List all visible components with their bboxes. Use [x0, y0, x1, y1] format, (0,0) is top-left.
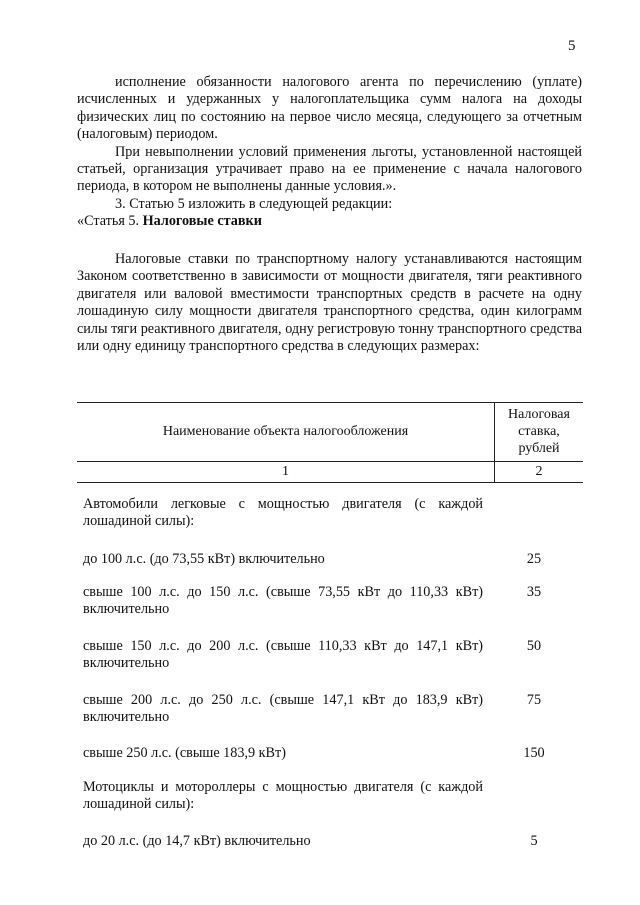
- rate-value: 35: [526, 584, 542, 600]
- column-number-2: 2: [535, 464, 543, 479]
- table-row-motorcycles-heading: Мотоциклы и мотороллеры с мощностью двигателя (с каждой лошадиной силы):: [83, 779, 483, 813]
- rate-value: 5: [530, 833, 538, 849]
- article-prefix: «Статья 5.: [77, 213, 143, 230]
- table-row: до 20 л.с. (до 14,7 кВт) включительно: [83, 833, 311, 849]
- table-row-cars-heading: Автомобили легковые с мощностью двигателя (с каждой лошадиной силы):: [83, 496, 483, 530]
- rate-value: 50: [526, 638, 542, 654]
- rate-value: 25: [526, 551, 542, 567]
- article-title: Налоговые ставки: [142, 213, 262, 230]
- rates-paragraph: Налоговые ставки по транспортному налогу устанавливаются настоящим Законом соответственно в зависимости от мощности двигателя, тяги реактивного двигателя или валовой вместимости транспортных средств в расчете на одну лошадиную силу мощности двигателя транспортного средства, один килограмм силы тяги реактивного двигателя, одну регистровую тонну транспортного средства или одну единицу транспортного средства в следующих размерах:: [77, 251, 582, 355]
- table-row: свыше 200 л.с. до 250 л.с. (свыше 147,1 кВт до 183,9 кВт) включительно: [83, 692, 483, 726]
- article-heading: [77, 213, 582, 230]
- rate-value: 75: [526, 692, 542, 708]
- rates-text: [77, 251, 582, 355]
- header-rate-line-2: ставка,: [518, 424, 560, 439]
- intro-paragraph-1: исполнение обязанности налогового агента по перечислению (уплате) исчисленных и удержанных у налогоплательщика сумм налога на доходы физических лиц по состоянию на первое число месяца, следующего за отчетным (налоговым) периодом.: [77, 74, 582, 143]
- tax-rate-table-header: [77, 402, 583, 483]
- intro-text: [77, 74, 582, 231]
- header-rate-line-1: Налоговая: [508, 407, 570, 422]
- intro-paragraph-2: При невыполнении условий применения льготы, установленной настоящей статьей, организация утрачивает право на ее применение с начала налогового периода, в котором не выполнены данные условия.».: [77, 143, 582, 195]
- header-object-name: Наименование объекта налогообложения: [77, 403, 495, 461]
- header-tax-rate: [495, 403, 583, 461]
- table-row: до 100 л.с. (до 73,55 кВт) включительно: [83, 551, 325, 567]
- rate-value: 150: [523, 745, 545, 761]
- page-number: 5: [568, 38, 576, 54]
- table-header-row: [77, 403, 583, 462]
- header-rate-line-3: рублей: [518, 441, 560, 456]
- table-row: свыше 250 л.с. (свыше 183,9 кВт): [83, 745, 286, 761]
- column-number-1: 1: [77, 462, 495, 482]
- table-column-numbers: [77, 462, 583, 483]
- table-row: свыше 100 л.с. до 150 л.с. (свыше 73,55 кВт до 110,33 кВт) включительно: [83, 584, 483, 618]
- intro-paragraph-3: 3. Статью 5 изложить в следующей редакции:: [115, 195, 393, 212]
- table-row: свыше 150 л.с. до 200 л.с. (свыше 110,33 кВт до 147,1 кВт) включительно: [83, 638, 483, 672]
